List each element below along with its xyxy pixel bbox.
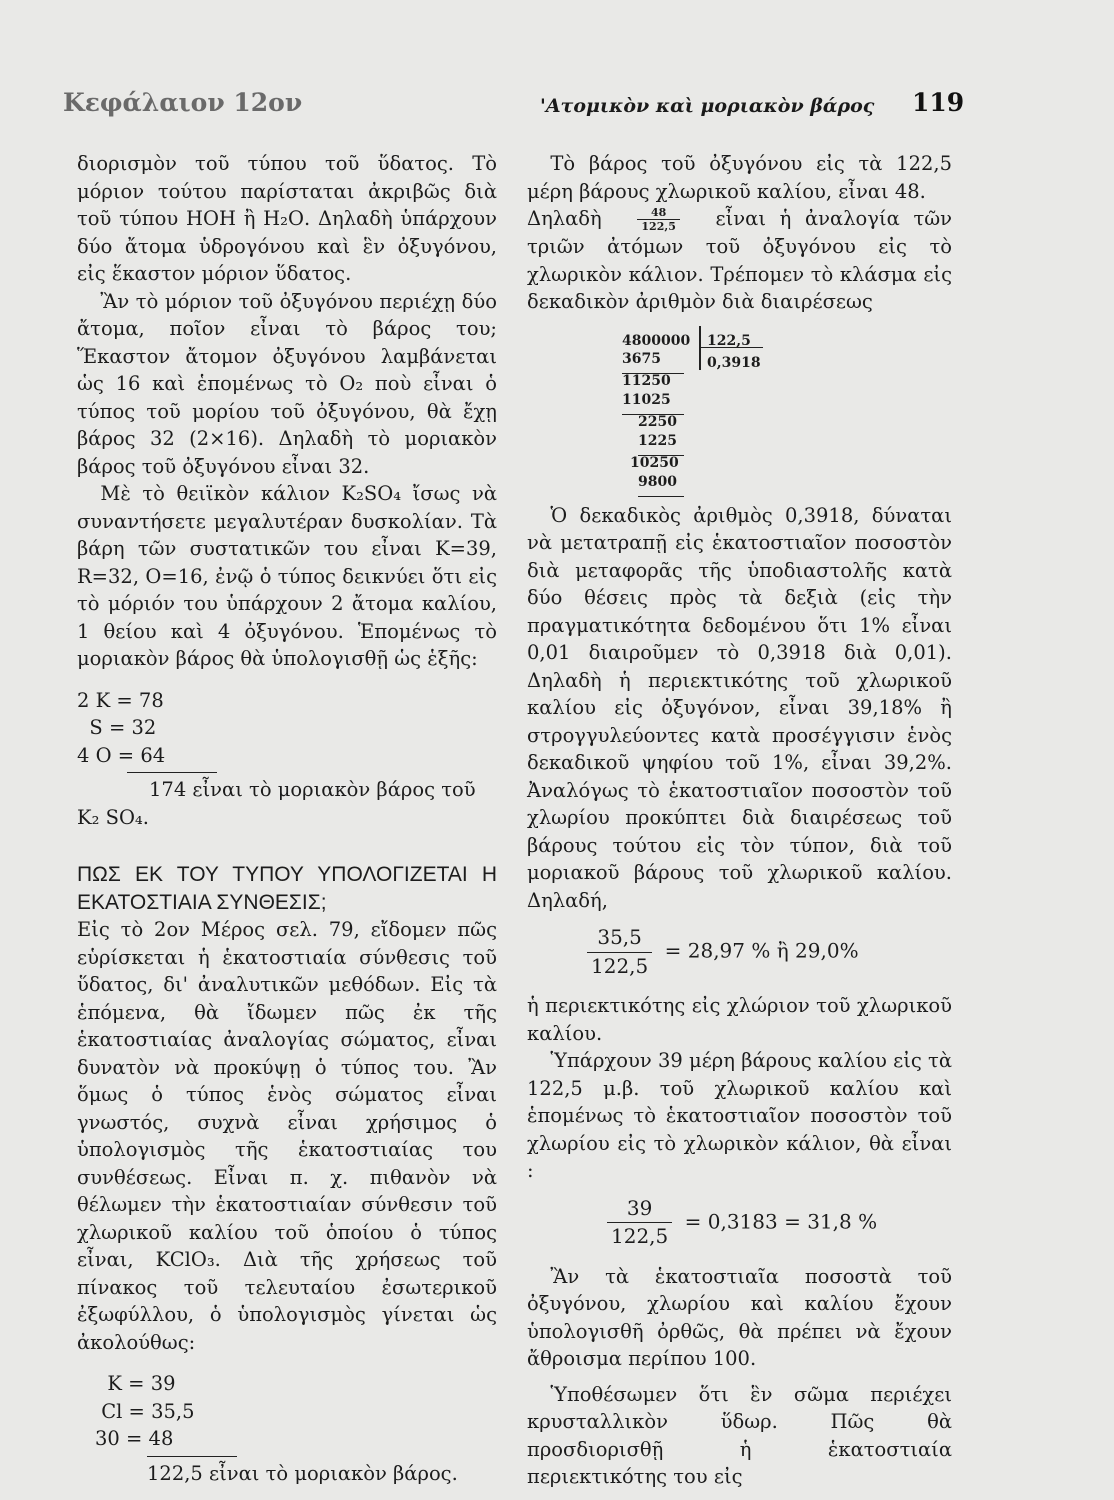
fraction <box>587 924 652 980</box>
fraction <box>607 1195 672 1251</box>
fraction-denominator: 122,5 <box>611 1224 669 1248</box>
right-column <box>527 150 952 1491</box>
paragraph: ἡ περιεκτικότης εἰς χλώριον τοῦ χλωρικοῦ καλίου. <box>527 994 952 1045</box>
molecular-weight-sum-k2so4 <box>77 687 497 832</box>
paragraph: Ἂν τὰ ἑκατοστιαῖα ποσοστὰ τοῦ ὀξυγόνου, χλωρίου καὶ καλίου ἔχουν ὑπολογισθῆ ὀρθῶς, θὰ πρέπει νὰ ἔχουν ἄθροισμα περίπου 100. <box>527 1264 952 1370</box>
paragraph: Ὑποθέσωμεν ὅτι ἓν σῶμα περιέχει κρυσταλλικὸν ὕδωρ. Πῶς θὰ προσδιορισθῇ ἡ ἑκατοστιαία περιεκτικότης του εἰς <box>527 1382 952 1488</box>
sum-line: K = 39 <box>95 1372 176 1395</box>
sum-result: 122,5 εἶναι τὸ μοριακὸν βάρος. <box>147 1461 458 1485</box>
paragraph: Εἰς τὸ 2ον Μέρος σελ. 79, εἴδομεν πῶς εὑρίσκεται ἡ ἑκατοστιαία σύνθεσις τοῦ ὕδατος, δι' ἀναλυτικῶν μεθόδων. Εἰς τὰ ἑπόμενα, θὰ ἴδωμεν πῶς ἐκ τῆς ἑκατοστιαίας ἀναλογίας σώματος, εἶναι δυνατὸν νὰ προκύψῃ ὁ τύπος του. Ἂν ὅμως ὁ τύπος ἑνὸς σώματος εἶναι γνωστός, συχνὰ εἶναι χρήσιμος ὁ ὑπολογισμὸς τῆς ἑκατοστιαίας του συνθέσεως. Εἶναι π. χ. πιθανὸν νὰ θέλωμεν τὴν ἑκατοστιαίαν σύνθεσιν τοῦ χλωρικοῦ καλίου τοῦ ὁποίου ὁ τύπος εἶναι, KClO₃. Διὰ τῆς χρήσεως τοῦ πίνακος τοῦ τελευταίου ἐσωτερικοῦ ἐξωφύλλου, ὁ ὑπολογισμὸς γίνεται ὡς ἀκολούθως: <box>77 918 497 1354</box>
sum-line: S = 32 <box>77 716 157 739</box>
paragraph: Ἂν τὸ μόριον τοῦ ὀξυγόνου περιέχῃ δύο ἄτομα, ποῖον εἶναι τὸ βάρος του; Ἕκαστον ἄτομον ὀξυγόνου λαμβάνεται ὡς 16 καὶ ἑπομένως τὸ Ο₂ ποὺ εἶναι ὁ τύπος τοῦ μορίου τοῦ ὀξυγόνου, θὰ ἔχῃ βάρος 32 (2×16). Δηλαδὴ τὸ μοριακὸν βάρος τοῦ ὀξυγόνου εἶναι 32. <box>77 289 497 478</box>
division-step: 3675 <box>622 346 684 375</box>
page-number: 119 <box>912 88 965 117</box>
equation-result: = 0,3183 = 31,8 % <box>684 1209 878 1233</box>
molecular-weight-sum-kclo3 <box>77 1370 497 1487</box>
sum-result: 174 εἶναι τὸ μοριακὸν βάρος τοῦ <box>149 778 476 801</box>
chapter-header: Κεφάλαιον 12ον <box>63 88 303 117</box>
division-step: 2250 <box>638 413 677 430</box>
sum-line: Cl = 35,5 <box>95 1399 195 1423</box>
fraction-denominator: 122,5 <box>591 953 649 978</box>
paragraph <box>527 205 952 316</box>
paragraph: Ὑπάρχουν 39 μέρη βάρους καλίου εἰς τὰ 122,5 μ.β. τοῦ χλωρικοῦ καλίου καὶ ἑπομένως τὸ ἑκατοστιαῖον ποσοστὸν τοῦ χλωρίου εἰς τὸ χλωρικὸν κάλιον, θὰ εἶναι : <box>527 1049 952 1182</box>
equation-chlorine-percent <box>587 924 952 980</box>
paragraph: Τὸ βάρος τοῦ ὀξυγόνου εἰς τὰ 122,5 μέρη βάρους χλωρικοῦ καλίου, εἶναι 48. <box>527 152 952 203</box>
equation-result: = 28,97 % ἢ 29,0% <box>664 938 859 963</box>
divisor-rule <box>701 347 763 348</box>
quotient: 0,3918 <box>707 354 761 371</box>
division-step: 11025 <box>622 387 684 416</box>
sum-rule <box>127 772 217 773</box>
fraction-denominator: 122,5 <box>641 220 676 233</box>
fraction-numerator: 39 <box>607 1195 672 1224</box>
division-step: 9800 <box>638 469 684 498</box>
fraction-48-over-122-5 <box>637 206 679 233</box>
paragraph: Ὁ δεκαδικὸς ἀριθμὸς 0,3918, δύναται νὰ μετατραπῇ εἰς ἑκατοστιαῖον ποσοστὸν διὰ μεταφορᾶς τῆς ὑποδιαστολῆς κατὰ δύο θέσεις πρὸς τὰ δεξιὰ (εἰς τὴν πραγματικότητα δεδομένου ὅτι 1% εἶναι 0,01 διαιροῦμεν τὸ 0,3918 διὰ 0,01). Δηλαδὴ ἡ περιεκτικότης τοῦ χλωρικοῦ καλίου εἰς ὀξυγόνον, εἶναι 39,18% ἢ στρογγυλεύοντες κατὰ προσέγγισιν ἑνὸς δεκαδικοῦ ψηφίου τοῦ 1%, εἶναι 39,2%. Ἀναλόγως τὸ ἑκατοστιαῖον ποσοστὸν τοῦ χλωρίου προκύπτει διὰ διαιρέσεως τοῦ βάρους τούτου εἰς τὸν τύπον, διὰ τοῦ μοριακοῦ βάρους τοῦ χλωρικοῦ καλίου. Δηλαδή, <box>527 503 952 912</box>
sum-line: 2 K = 78 <box>77 688 164 712</box>
section-header: 'Ατομικὸν καὶ μοριακὸν βάρος <box>540 95 875 117</box>
section-heading: ΠΩΣ ΕΚ ΤΟΥ ΤΥΠΟΥ ΥΠΟΛΟΓΙΖΕΤΑΙ Η ΕΚΑΤΟΣΤΙΑΙΑ ΣΥΝΘΕΣΙΣ; <box>77 863 497 914</box>
divisor: 122,5 <box>707 332 751 349</box>
division-step: 10250 <box>630 454 679 471</box>
paragraph: Μὲ τὸ θειϊκὸν κάλιον K₂SO₄ ἴσως νὰ συναντήσετε μεγαλυτέραν δυσκολίαν. Τὰ βάρη τῶν συστατικῶν του εἶναι K=39, R=32, O=16, ἐνῷ ὁ τύπος δεικνύει ὅτι εἰς τὸ μόριόν του ὑπάρχουν 2 ἄτομα καλίου, 1 θείου καὶ 4 ὀξυγόνου. Ἑπομένως τὸ μοριακὸν βάρος θὰ ὑπολογισθῇ ὡς ἑξῆς: <box>77 482 497 670</box>
dividend: 4800000 <box>622 332 691 349</box>
equation-potassium-percent <box>607 1195 952 1251</box>
text-span: εἶναι ἡ ἀναλογία τῶν τριῶν ἀτόμων τοῦ ὀξυγόνου εἰς τὸ χλωρικὸν κάλιον. Τρέπομεν τὸ κλάσμα εἰς δεκαδικὸν ἀριθμὸν διὰ διαιρέσεως <box>527 207 952 313</box>
fraction-numerator: 48 <box>637 206 679 220</box>
sum-rule <box>147 1456 237 1457</box>
sum-line: 4 O = 64 <box>77 743 166 767</box>
division-step: 11250 <box>622 372 671 389</box>
text-span: Δηλαδὴ <box>527 207 602 230</box>
paragraph: διορισμὸν τοῦ τύπου τοῦ ὕδατος. Τὸ μόριον τούτου παρίσταται ἀκριβῶς διὰ τοῦ τύπου ΗΟΗ ἢ Η₂Ο. Δηλαδὴ ὑπάρχουν δύο ἄτομα ὑδρογόνου καὶ ἓν ὀξυγόνου, εἰς ἕκαστον μόριον ὕδατος. <box>77 152 497 285</box>
sum-formula: K₂ SO₄. <box>77 805 149 829</box>
sum-line: 30 = 48 <box>95 1427 174 1450</box>
long-division <box>527 324 952 496</box>
left-column <box>77 150 497 1487</box>
division-bar <box>699 326 701 370</box>
division-step: 1225 <box>638 428 684 457</box>
fraction-numerator: 35,5 <box>587 924 652 953</box>
